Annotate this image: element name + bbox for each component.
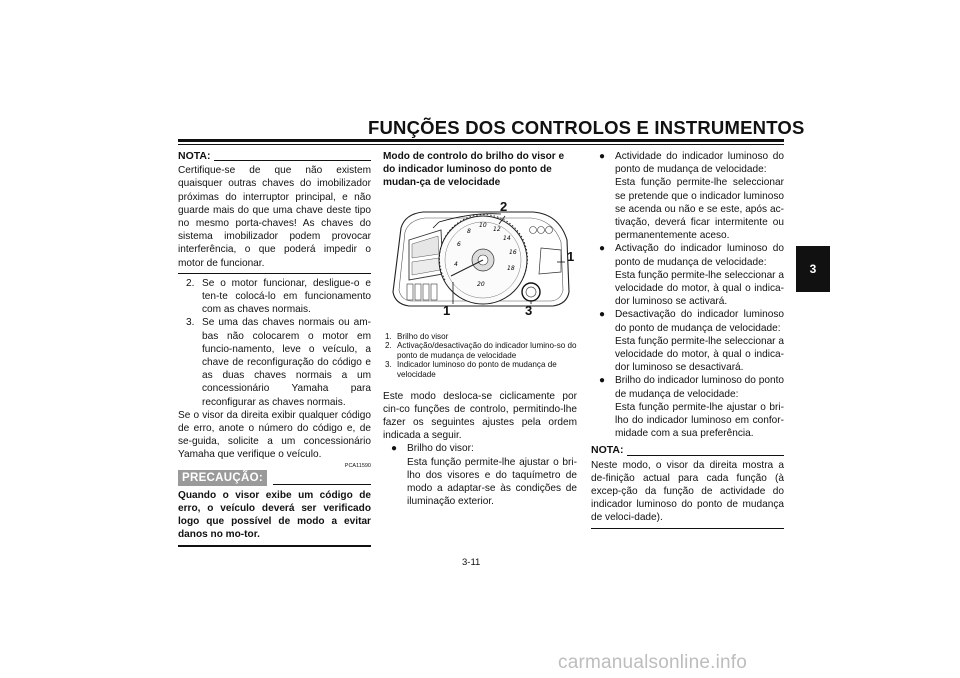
note-label: NOTA:	[178, 150, 211, 162]
svg-text:14: 14	[503, 234, 511, 242]
column-right	[591, 150, 784, 529]
caption-text: Indicador luminoso do ponto de mudança de velocidade	[397, 360, 557, 379]
bullet-text: Esta função permite-lhe ajustar o bri-lho dos visores e do taquímetro de modo a adaptar-se às condições de iluminação exterior.	[407, 456, 577, 508]
bullet-title: Brilho do visor:	[407, 443, 474, 455]
note-rule	[627, 455, 784, 456]
watermark: carmanualsonline.info	[558, 652, 748, 673]
callout-1-right: 1	[567, 248, 575, 264]
section-heading: Modo de controlo do brilho do visor e do indicador luminoso do ponto de mudan-ça de velocidade	[383, 151, 565, 189]
bullet-title: Desactivação do indicador luminoso do ponto de mudança de velocidade:	[615, 309, 784, 334]
column-middle	[383, 150, 577, 508]
caption-text: Activação/desactivação do indicador lumino-so do ponto de mudança de velocidade	[397, 341, 577, 360]
step-text: Se o motor funcionar, desligue-o e ten-te colocá-lo em funcionamento com as chaves normais.	[202, 277, 371, 316]
bullet-icon: ●	[599, 151, 606, 162]
step-number: 3.	[186, 317, 195, 329]
list-item	[591, 374, 784, 440]
bullet-list	[591, 150, 784, 440]
note-rule	[214, 160, 371, 161]
note-text: Certifique-se de que não existem quaisquer outras chaves do imobilizador próximas do interruptor principal, e não guarde mais do que uma chave deste tipo no mesmo porta-chaves! As chaves do sistema imobilizador podem provocar interferência, o que poderá impedir o motor de funcionar.	[178, 165, 371, 269]
svg-text:8: 8	[467, 227, 471, 235]
caption-number: 1.	[385, 331, 392, 341]
bullet-title: Activação do indicador luminoso do ponto de mudança de velocidade:	[615, 243, 784, 268]
caution-label: PRECAUÇÃO:	[178, 470, 267, 486]
list-item	[591, 308, 784, 374]
svg-text:12: 12	[493, 225, 501, 233]
svg-text:18: 18	[507, 264, 515, 272]
step-text: Se uma das chaves normais ou am-bas não colocarem o motor em funcio-namento, leve o veículo, a chave de reconfiguração do código e as duas chaves normais a um concessionário Yamaha para reconfigurar as chaves normais.	[202, 317, 371, 408]
bullet-icon: ●	[599, 243, 606, 255]
svg-text:20: 20	[477, 280, 485, 288]
bullet-icon: ●	[599, 375, 606, 387]
header-rule	[178, 139, 784, 142]
page-number: 3-11	[462, 557, 481, 568]
caution-end-rule	[178, 545, 371, 547]
bullet-text: Esta função permite-lhe seleccionar a velocidade do motor, à qual o indica-dor luminoso se activará.	[615, 269, 784, 308]
list-item	[383, 332, 577, 342]
error-code-text: Se o visor da direita exibir qualquer código de erro, anote o número do código e, de se-guida, solicite a um concessionário Yamaha que verifique o veículo.	[178, 409, 371, 461]
bullet-icon: ●	[391, 443, 398, 455]
bullet-text: Esta função permite-lhe ajustar o bri-lho do indicador luminoso em confor-midade com a sua preferência.	[615, 401, 784, 440]
note-end-rule	[591, 528, 784, 529]
bullet-icon: ●	[599, 309, 606, 321]
steps-list	[178, 277, 371, 409]
mode-intro: Este modo desloca-se ciclicamente por cin-co funções de controlo, permitindo-lhe fazer os seguintes ajustes pela ordem indicada a seguir.	[383, 390, 577, 442]
svg-text:16: 16	[509, 248, 517, 256]
reference-code: PCA11590	[344, 462, 371, 469]
callout-1-bottom: 1	[443, 302, 451, 318]
caution-text: Quando o visor exibe um código de erro, o veículo deverá ser verificado logo que possível de modo a evitar danos no mo-tor.	[178, 489, 371, 541]
instrument-cluster-illustration	[383, 200, 577, 318]
page-title: FUNÇÕES DOS CONTROLOS E INSTRUMENTOS	[368, 117, 805, 138]
bullet-title: Brilho do indicador luminoso do ponto de mudança de velocidade:	[615, 375, 784, 400]
callout-2: 2	[500, 198, 508, 214]
list-item	[591, 242, 784, 308]
caption-text: Brilho do visor	[397, 331, 449, 341]
figure-captions	[383, 332, 577, 380]
note-end-rule	[178, 273, 371, 274]
bullet-list	[383, 442, 577, 508]
caution-rule	[273, 484, 371, 485]
list-item	[383, 442, 577, 508]
bullet-text: Esta função permite-lhe seleccionar se pretende que o indicador luminoso se acenda ou não e se este, após ac-tivação, deverá ficar intermitente ou permanentemente aceso.	[615, 177, 784, 242]
callout-3: 3	[525, 302, 533, 318]
bullet-title: Actividade do indicador luminoso do ponto de mudança de velocidade:	[615, 151, 784, 176]
list-item	[383, 341, 577, 360]
list-item	[591, 150, 784, 242]
note-header	[591, 444, 784, 457]
note-label: NOTA:	[591, 444, 624, 457]
svg-text:10: 10	[479, 221, 487, 229]
list-item	[383, 360, 577, 379]
caption-number: 2.	[385, 341, 392, 351]
step-number: 2.	[186, 277, 195, 289]
header-rule-thin	[178, 144, 784, 145]
svg-text:4: 4	[454, 260, 458, 268]
instrument-figure	[383, 200, 577, 318]
list-item	[178, 277, 371, 317]
list-item	[178, 316, 371, 408]
caution-header	[178, 470, 371, 486]
chapter-tab: 3	[796, 246, 830, 292]
note-header	[178, 150, 371, 163]
bullet-text: Esta função permite-lhe seleccionar a velocidade do motor, à qual o indica-dor luminoso se desactivará.	[615, 335, 784, 374]
caption-number: 3.	[385, 360, 392, 370]
note-text: Neste modo, o visor da direita mostra a de-finição actual para cada função (à excep-ção da função de actividade do indicador luminoso do ponto de mudança de veloci-dade).	[591, 459, 784, 524]
svg-text:6: 6	[457, 240, 461, 248]
column-left	[178, 150, 371, 547]
